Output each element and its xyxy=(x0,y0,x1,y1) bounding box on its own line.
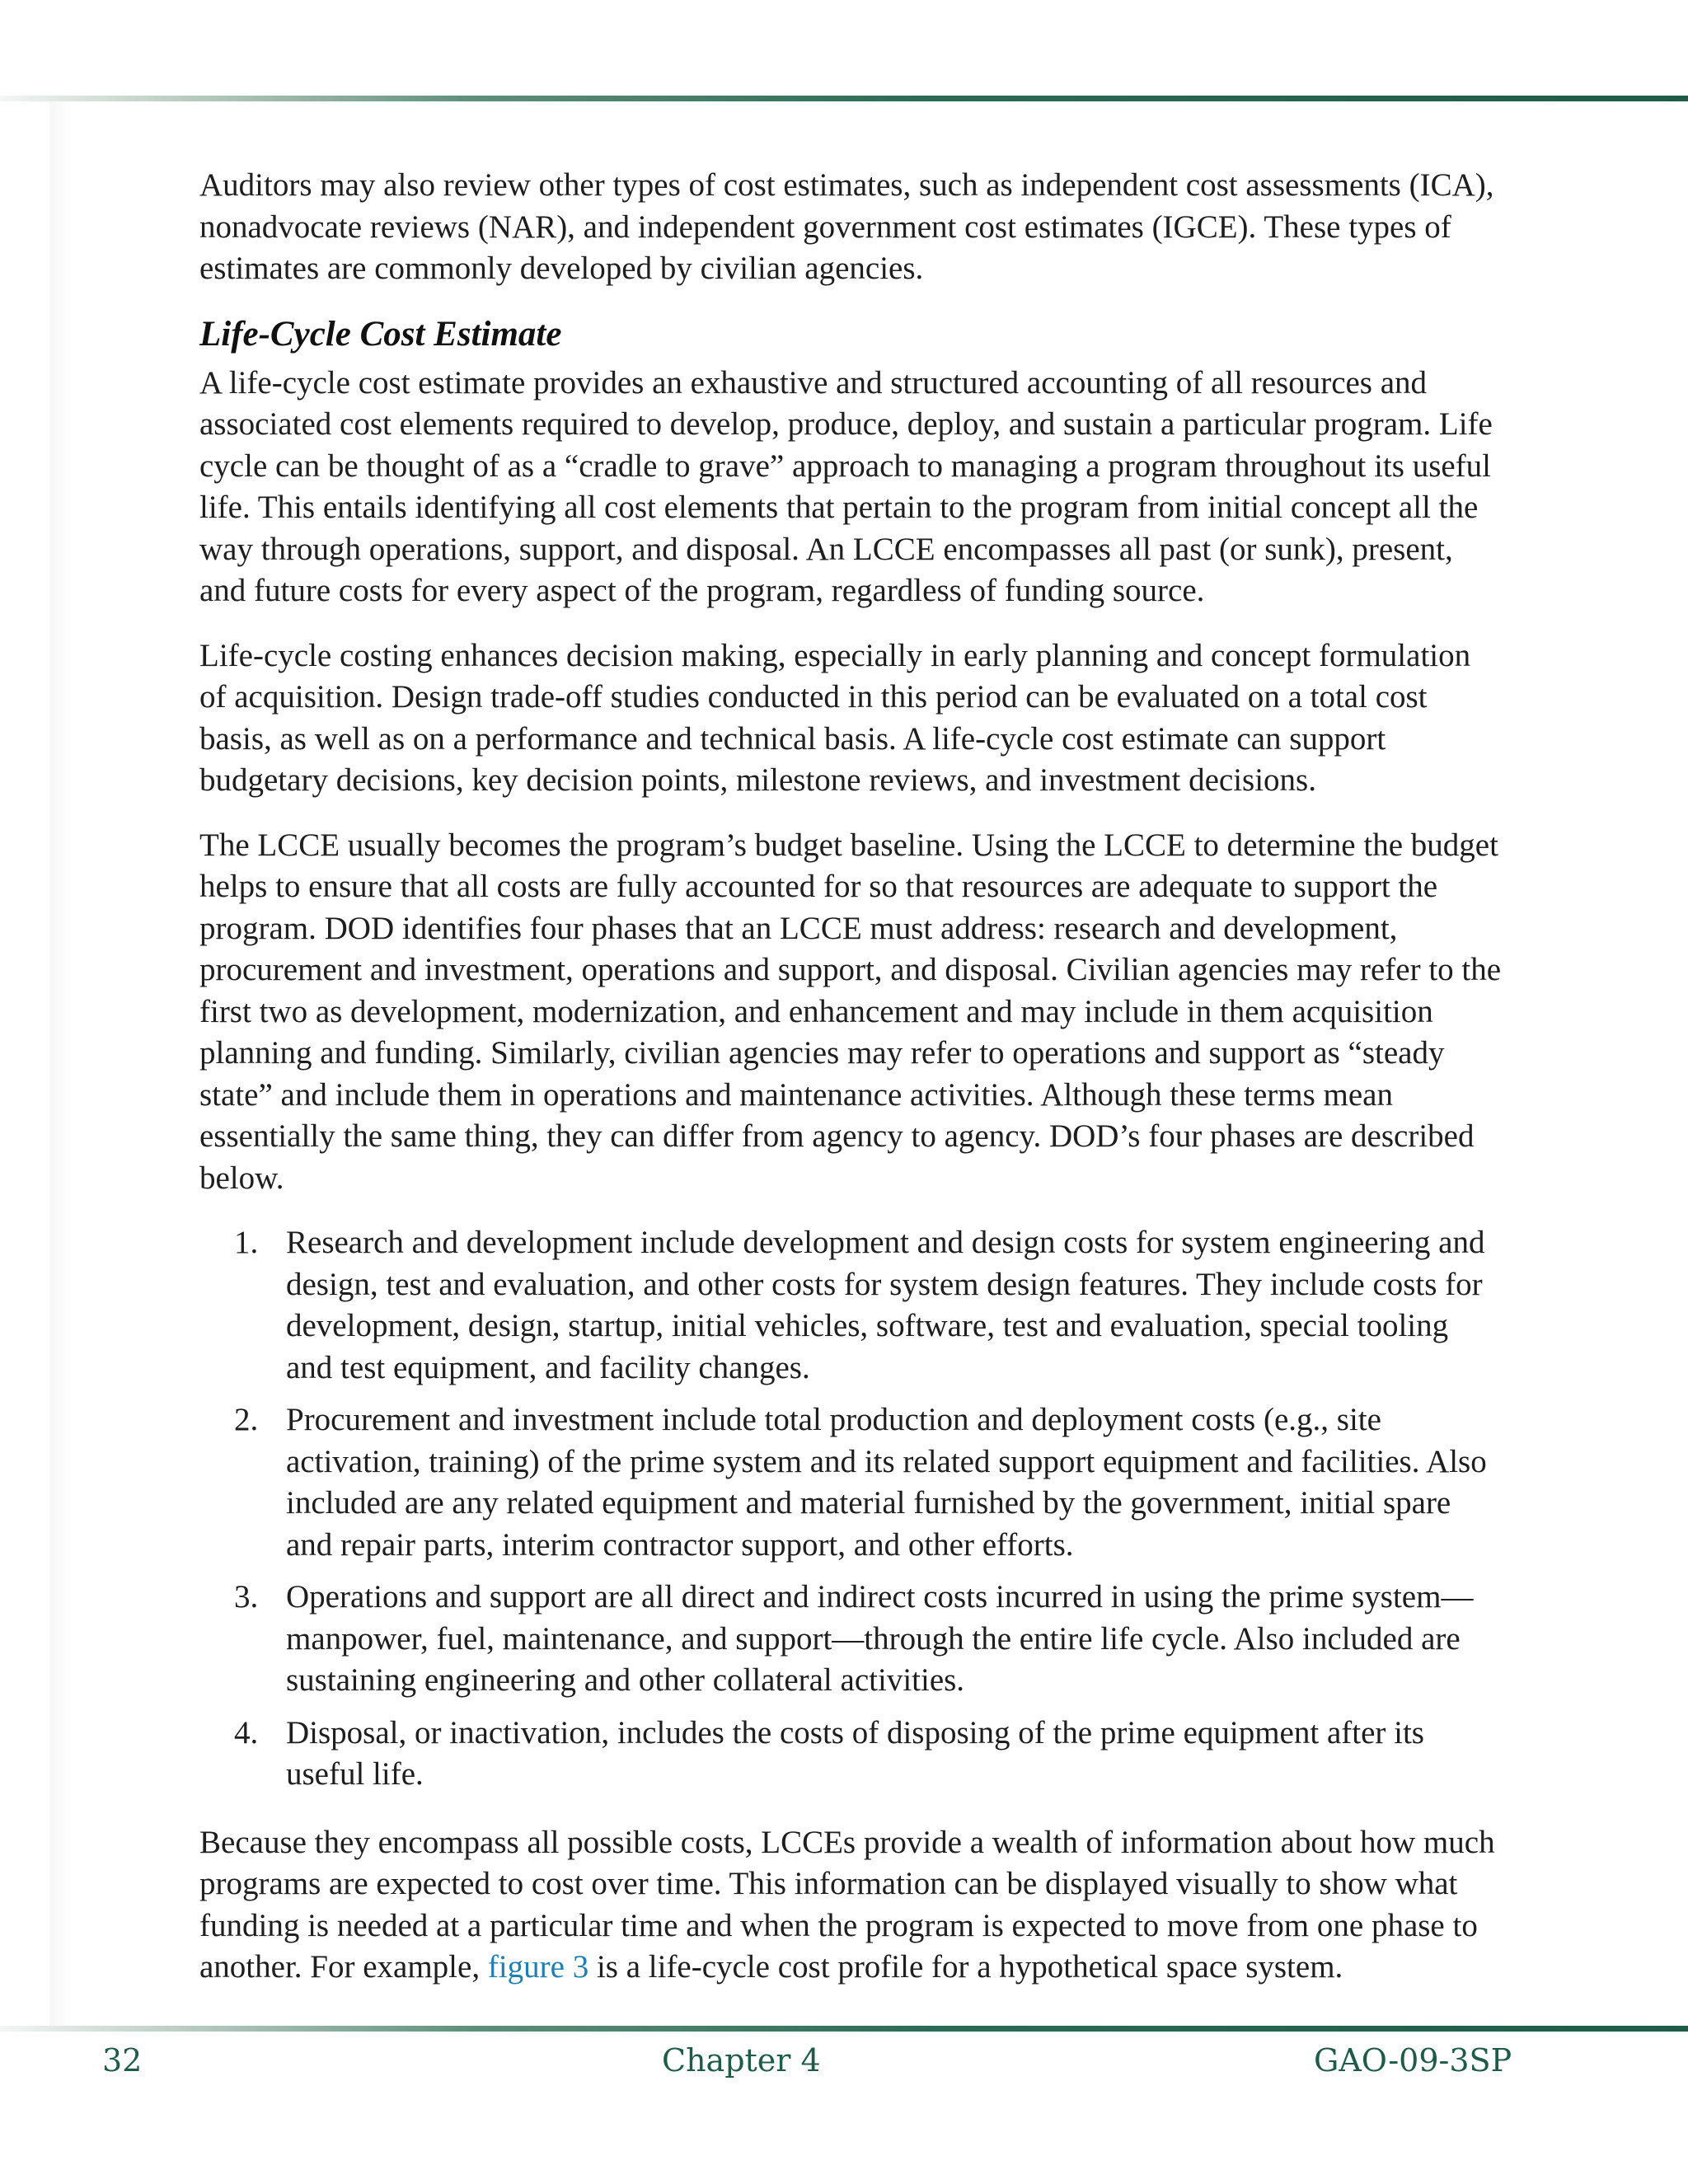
list-item-number: 4. xyxy=(234,1714,259,1750)
list-item xyxy=(199,1577,1502,1702)
list-item-number: 1. xyxy=(234,1225,259,1260)
dod-phases-list xyxy=(199,1222,1502,1796)
section-heading: Life-Cycle Cost Estimate xyxy=(199,314,562,354)
closing-text-after-link: is a life-cycle cost profile for a hypothetical space system. xyxy=(588,1949,1343,1985)
page-content xyxy=(199,165,1502,2012)
figure-3-link[interactable]: figure 3 xyxy=(487,1949,589,1985)
intro-paragraph: Auditors may also review other types of cost estimates, such as independent cost assessments (ICA), nonadvocate reviews (NAR), and independent government cost estimates (IGCE). These types of estimates are commonly developed by civilian agencies. xyxy=(199,167,1494,286)
body-paragraph-lcce-definition: A life-cycle cost estimate provides an exhaustive and structured accounting of all resources and associated cost elements required to develop, produce, deploy, and sustain a particular program. Life cycle can be thought of as a “cradle to grave” approach to managing a program throughout its useful life. This entails identifying all cost elements that pertain to the program from initial concept all the way through operations, support, and disposal. An LCCE encompasses all past (or sunk), present, and future costs for every aspect of the program, regardless of funding source. xyxy=(199,364,1493,608)
footer-report-number: GAO-09-3SP xyxy=(1314,2042,1512,2079)
body-paragraph-life-cycle-costing: Life-cycle costing enhances decision making, especially in early planning and concept formulation of acquisition. Design trade-off studies conducted in this period can be evaluated on a total cost basis, as well as on a performance and technical basis. A life-cycle cost estimate can support budgetary decisions, key decision points, milestone reviews, and investment decisions. xyxy=(199,637,1471,798)
list-item xyxy=(199,1713,1502,1796)
body-paragraph-budget-baseline: The LCCE usually becomes the program’s budget baseline. Using the LCCE to determine the budget helps to ensure that all costs are fully accounted for so that resources are adequate to support the program. DOD identifies four phases that an LCCE must address: research and development, procurement and investment, operations and support, and disposal. Civilian agencies may refer to the first two as development, modernization, and enhancement and may include in them acquisition planning and funding. Similarly, civilian agencies may refer to operations and support as “steady state” and include them in operations and maintenance activities. Although these terms mean essentially the same thing, they can differ from agency to agency. DOD’s four phases are described below. xyxy=(199,827,1502,1196)
header-rule xyxy=(0,96,1688,101)
footer-chapter-label: Chapter 4 xyxy=(662,2042,821,2079)
list-item-text: Operations and support are all direct and indirect costs incurred in using the prime system—manpower, fuel, maintenance, and support—through the entire life cycle. Also included are sustaining engineering and other collateral activities. xyxy=(286,1579,1474,1698)
footer-rule xyxy=(0,2026,1688,2032)
list-item xyxy=(199,1222,1502,1389)
closing-paragraph xyxy=(199,1822,1502,1989)
list-item-number: 3. xyxy=(234,1579,259,1615)
page-number: 32 xyxy=(102,2042,143,2079)
list-item-number: 2. xyxy=(234,1402,259,1437)
closing-text-before-link: Because they encompass all possible costs, LCCEs provide a wealth of information about how much programs are expected to cost over time. This information can be displayed visually to show what funding is needed at a particular time and when the program is expected to move from one phase to another. For example, xyxy=(199,1824,1495,1985)
list-item-text: Research and development include development and design costs for system engineering and design, test and evaluation, and other costs for system design features. They include costs for development, design, startup, initial vehicles, software, test and evaluation, special tooling and test equipment, and facility changes. xyxy=(286,1225,1485,1385)
list-item-text: Procurement and investment include total production and deployment costs (e.g., site activation, training) of the prime system and its related support equipment and facilities. Also included are any related equipment and material furnished by the government, initial spare and repair parts, interim contractor support, and other efforts. xyxy=(286,1402,1487,1563)
list-item-text: Disposal, or inactivation, includes the costs of disposing of the prime equipment after its useful life. xyxy=(286,1714,1424,1792)
list-item xyxy=(199,1399,1502,1566)
